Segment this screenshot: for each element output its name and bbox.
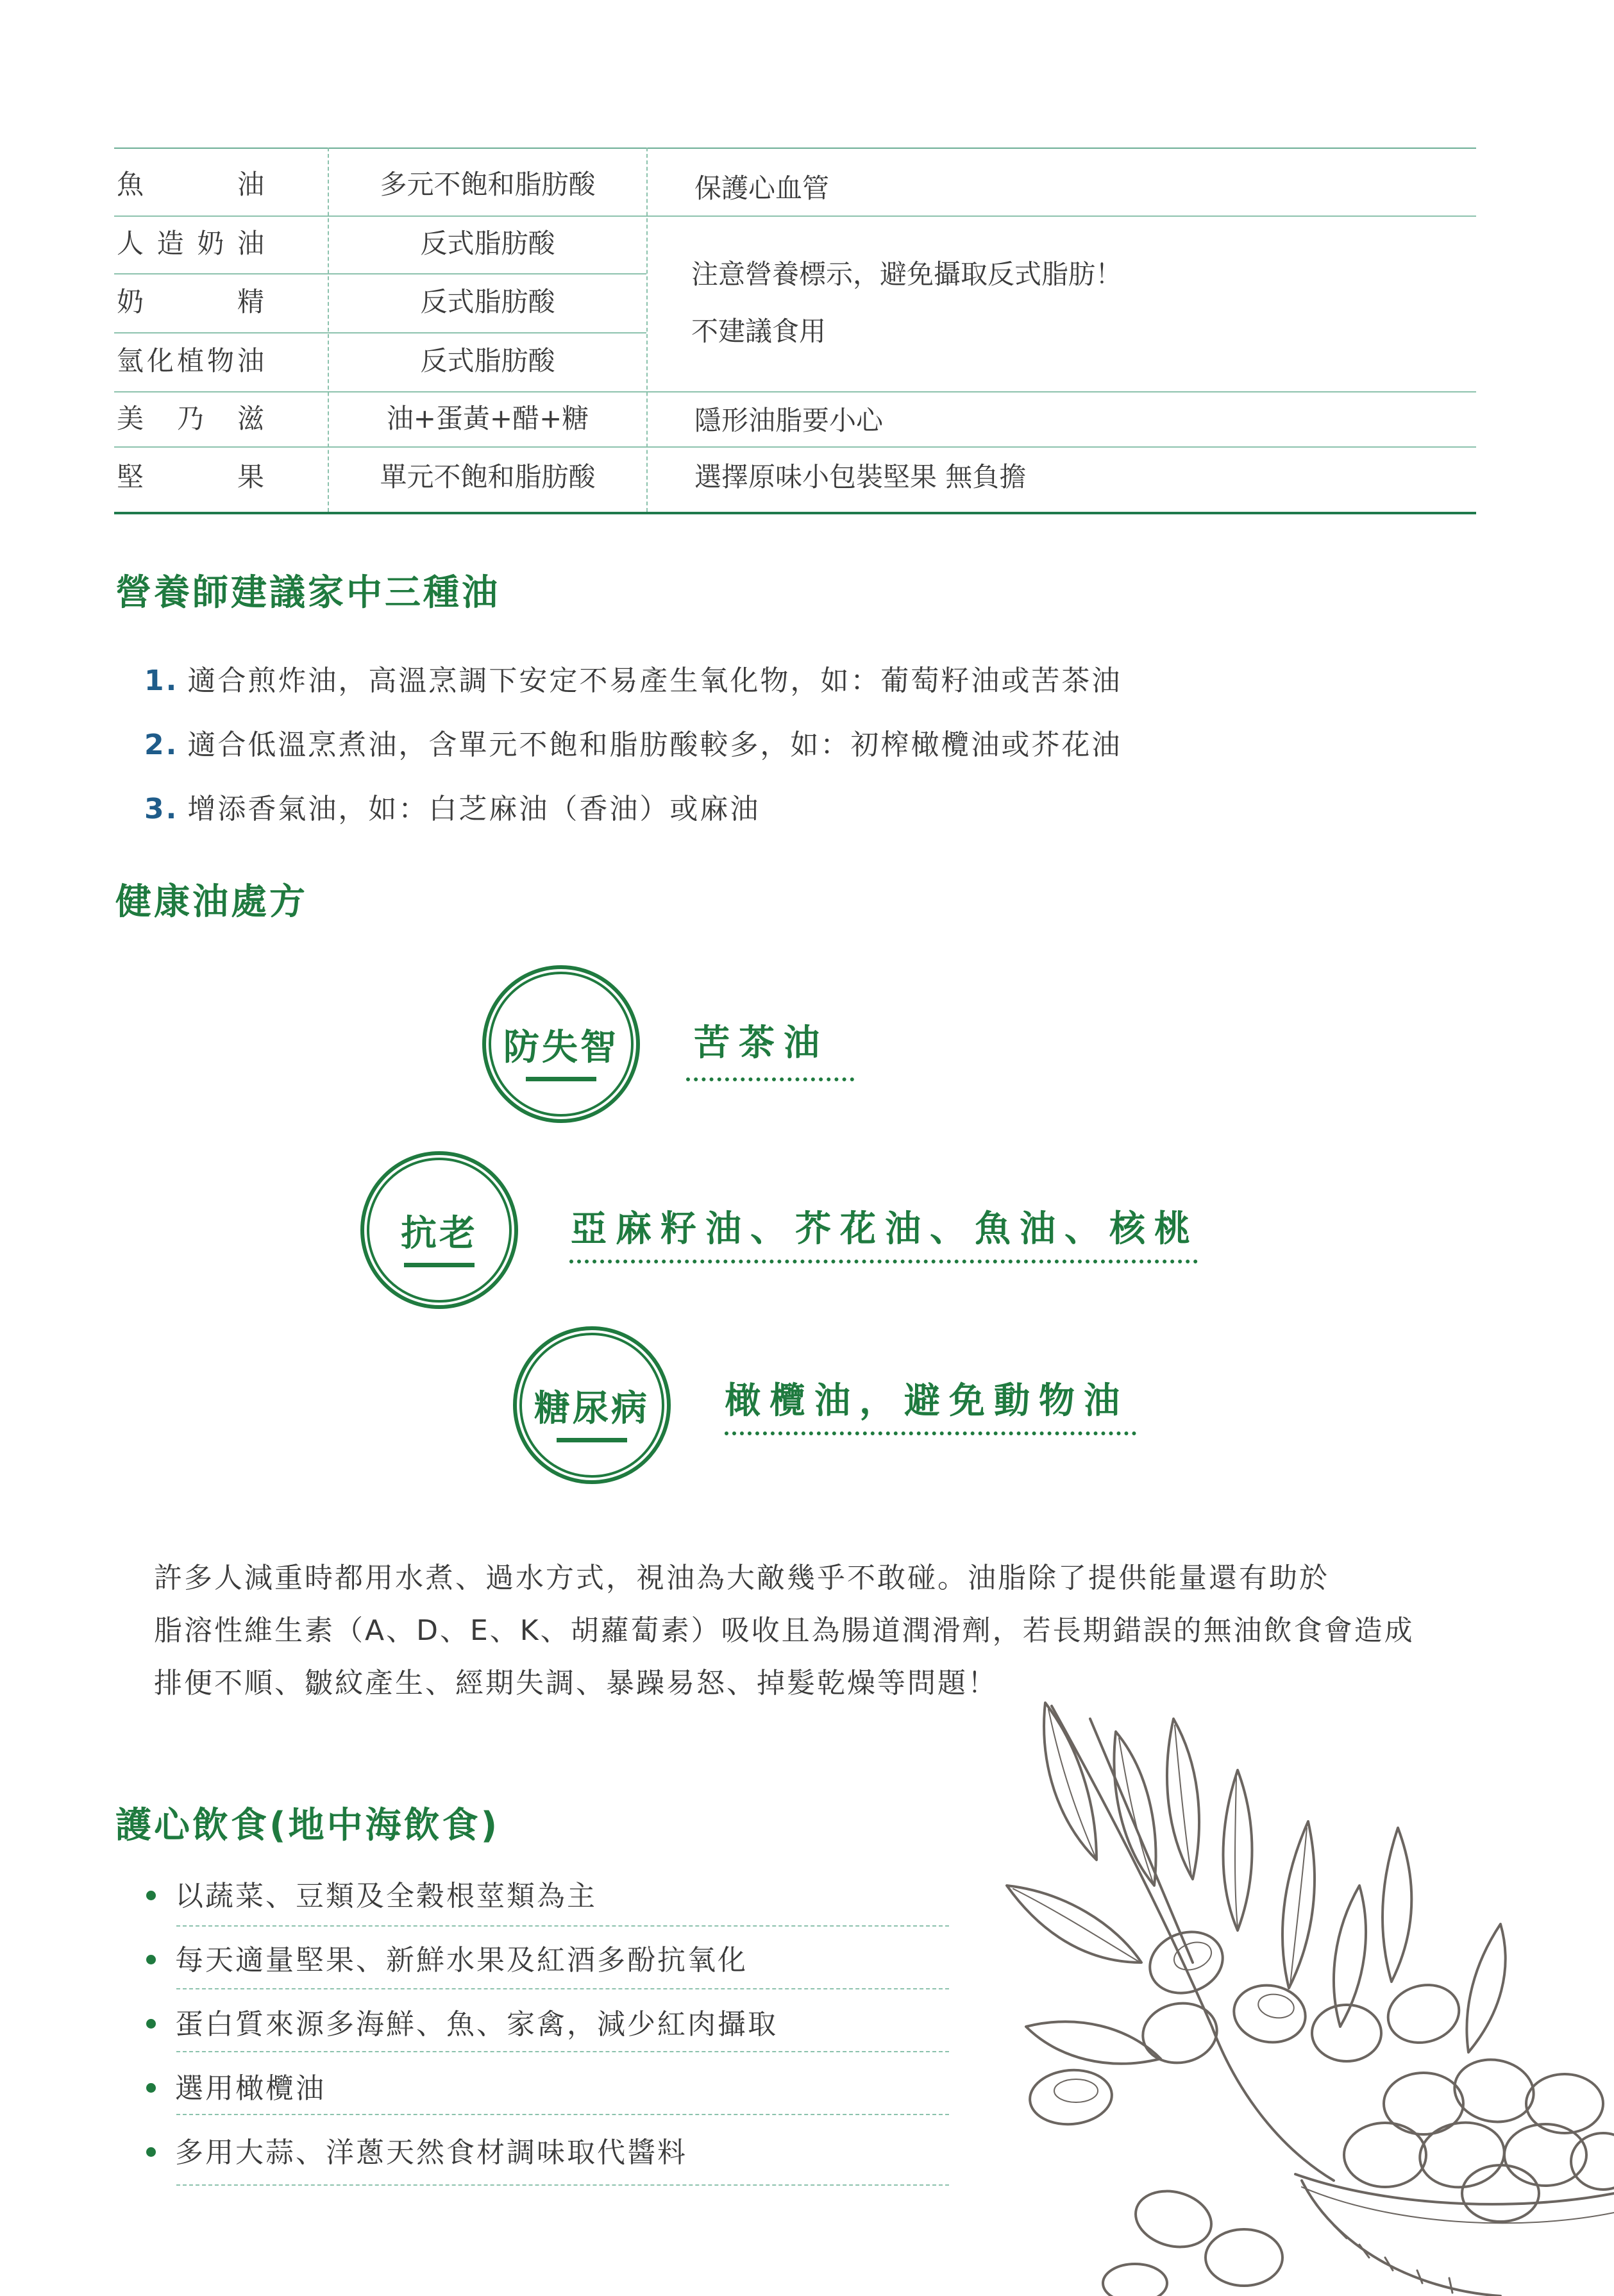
bullet-dot-icon	[146, 2147, 156, 2157]
list-item	[144, 786, 760, 827]
table-cell-item: 堅 果	[117, 461, 264, 493]
list-number: 3.	[144, 793, 179, 825]
list-number: 2.	[144, 729, 179, 761]
paragraph-line: 許多人減重時都用水煮、過水方式，視油為大敵幾乎不敢碰。油脂除了提供能量還有助於	[154, 1562, 1329, 1594]
table-cell-fat: 反式脂肪酸	[420, 228, 555, 259]
table-row-divider	[114, 446, 1476, 448]
dotted-underline	[569, 1260, 1198, 1263]
condition-underline	[526, 1077, 596, 1081]
condition-badge-diabetes	[513, 1326, 671, 1484]
table-top-border	[114, 148, 1476, 149]
section-title-oil-prescription: 健康油處方	[115, 881, 308, 923]
olive-bowl-illustration	[1000, 1693, 1614, 2296]
dotted-underline	[686, 1077, 854, 1081]
condition-label: 糖尿病	[534, 1388, 650, 1430]
bullet-text: 多用大蒜、洋蔥天然食材調味取代醬料	[175, 2136, 687, 2169]
table-cell-item: 奶 精	[117, 286, 264, 317]
list-item	[144, 722, 1122, 763]
bullet-item	[146, 1937, 748, 1978]
paragraph-line: 脂溶性維生素（A、D、E、K、胡蘿蔔素）吸收且為腸道潤滑劑，若長期錯誤的無油飲食會造成	[154, 1614, 1415, 1647]
table-row-divider	[114, 215, 1476, 217]
fat-comparison-table	[114, 148, 1476, 514]
bullet-dot-icon	[146, 1955, 156, 1964]
condition-label: 抗老	[401, 1213, 478, 1254]
oil-recommendation: 亞麻籽油、芥花油、魚油、核桃	[571, 1208, 1199, 1250]
bullet-item	[146, 1873, 597, 1914]
table-cell-item: 美乃滋	[117, 403, 264, 434]
oil-benefit-paragraph	[154, 1552, 1436, 1710]
oil-recommendation: 橄欖油，避免動物油	[725, 1380, 1129, 1422]
table-cell-fat: 多元不飽和脂肪酸	[380, 169, 596, 200]
list-item	[144, 657, 1122, 698]
table-cell-note: 隱形油脂要小心	[694, 405, 884, 436]
table-row-divider	[114, 273, 646, 274]
bullet-divider	[176, 2184, 949, 2186]
table-cell-merged-note: 不建議食用	[691, 316, 827, 347]
table-cell-fat: 單元不飽和脂肪酸	[380, 461, 596, 493]
table-cell-fat: 油+蛋黃+醋+糖	[386, 403, 589, 434]
section-title-three-oils: 營養師建議家中三種油	[115, 572, 500, 614]
oil-recommendation: 苦茶油	[694, 1022, 828, 1064]
bullet-item	[146, 2065, 326, 2106]
table-row-divider	[114, 332, 646, 333]
bullet-text: 每天適量堅果、新鮮水果及紅酒多酚抗氧化	[175, 1944, 748, 1977]
table-cell-fat: 反式脂肪酸	[420, 345, 555, 376]
bullet-dot-icon	[146, 2083, 156, 2093]
condition-label: 防失智	[503, 1027, 619, 1068]
bullet-divider	[176, 2051, 949, 2052]
bullet-item	[146, 2129, 687, 2170]
section-title-heart-diet: 護心飲食(地中海飲食)	[115, 1805, 500, 1846]
bullet-divider	[176, 1925, 949, 1927]
list-number: 1.	[144, 664, 179, 697]
table-cell-item: 魚 油	[117, 169, 264, 200]
bullet-dot-icon	[146, 2019, 156, 2029]
table-cell-item: 氫化植物油	[117, 345, 264, 376]
table-row-divider	[114, 391, 1476, 393]
condition-badge-anti-aging	[360, 1151, 518, 1309]
bullet-divider	[176, 1988, 949, 1989]
bullet-text: 選用橄欖油	[175, 2072, 326, 2105]
bullet-divider	[176, 2114, 949, 2115]
bullet-text: 以蔬菜、豆類及全穀根莖類為主	[175, 1880, 597, 1912]
list-text: 適合煎炸油，高溫烹調下安定不易產生氧化物，如：葡萄籽油或苦茶油	[187, 664, 1122, 697]
bullet-item	[146, 2001, 778, 2042]
table-cell-note: 選擇原味小包裝堅果 無負擔	[694, 461, 1027, 493]
list-text: 適合低溫烹煮油，含單元不飽和脂肪酸較多，如：初榨橄欖油或芥花油	[187, 729, 1122, 761]
table-cell-fat: 反式脂肪酸	[420, 286, 555, 317]
condition-underline	[557, 1438, 627, 1442]
dotted-underline	[725, 1431, 1136, 1435]
list-text: 增添香氣油，如：白芝麻油（香油）或麻油	[187, 793, 761, 825]
bullet-dot-icon	[146, 1891, 156, 1900]
table-cell-item: 人造奶油	[117, 228, 264, 259]
paragraph-line: 排便不順、皺紋產生、經期失調、暴躁易怒、掉髮乾燥等問題！	[154, 1667, 998, 1700]
condition-underline	[404, 1263, 475, 1267]
table-column-divider	[646, 148, 648, 512]
table-bottom-border	[114, 512, 1476, 514]
condition-badge-dementia	[482, 965, 640, 1123]
table-cell-note: 保護心血管	[694, 173, 830, 204]
bullet-text: 蛋白質來源多海鮮、魚、家禽，減少紅肉攝取	[175, 2008, 778, 2041]
table-cell-merged-note: 注意營養標示，避免攝取反式脂肪！	[691, 258, 1123, 290]
